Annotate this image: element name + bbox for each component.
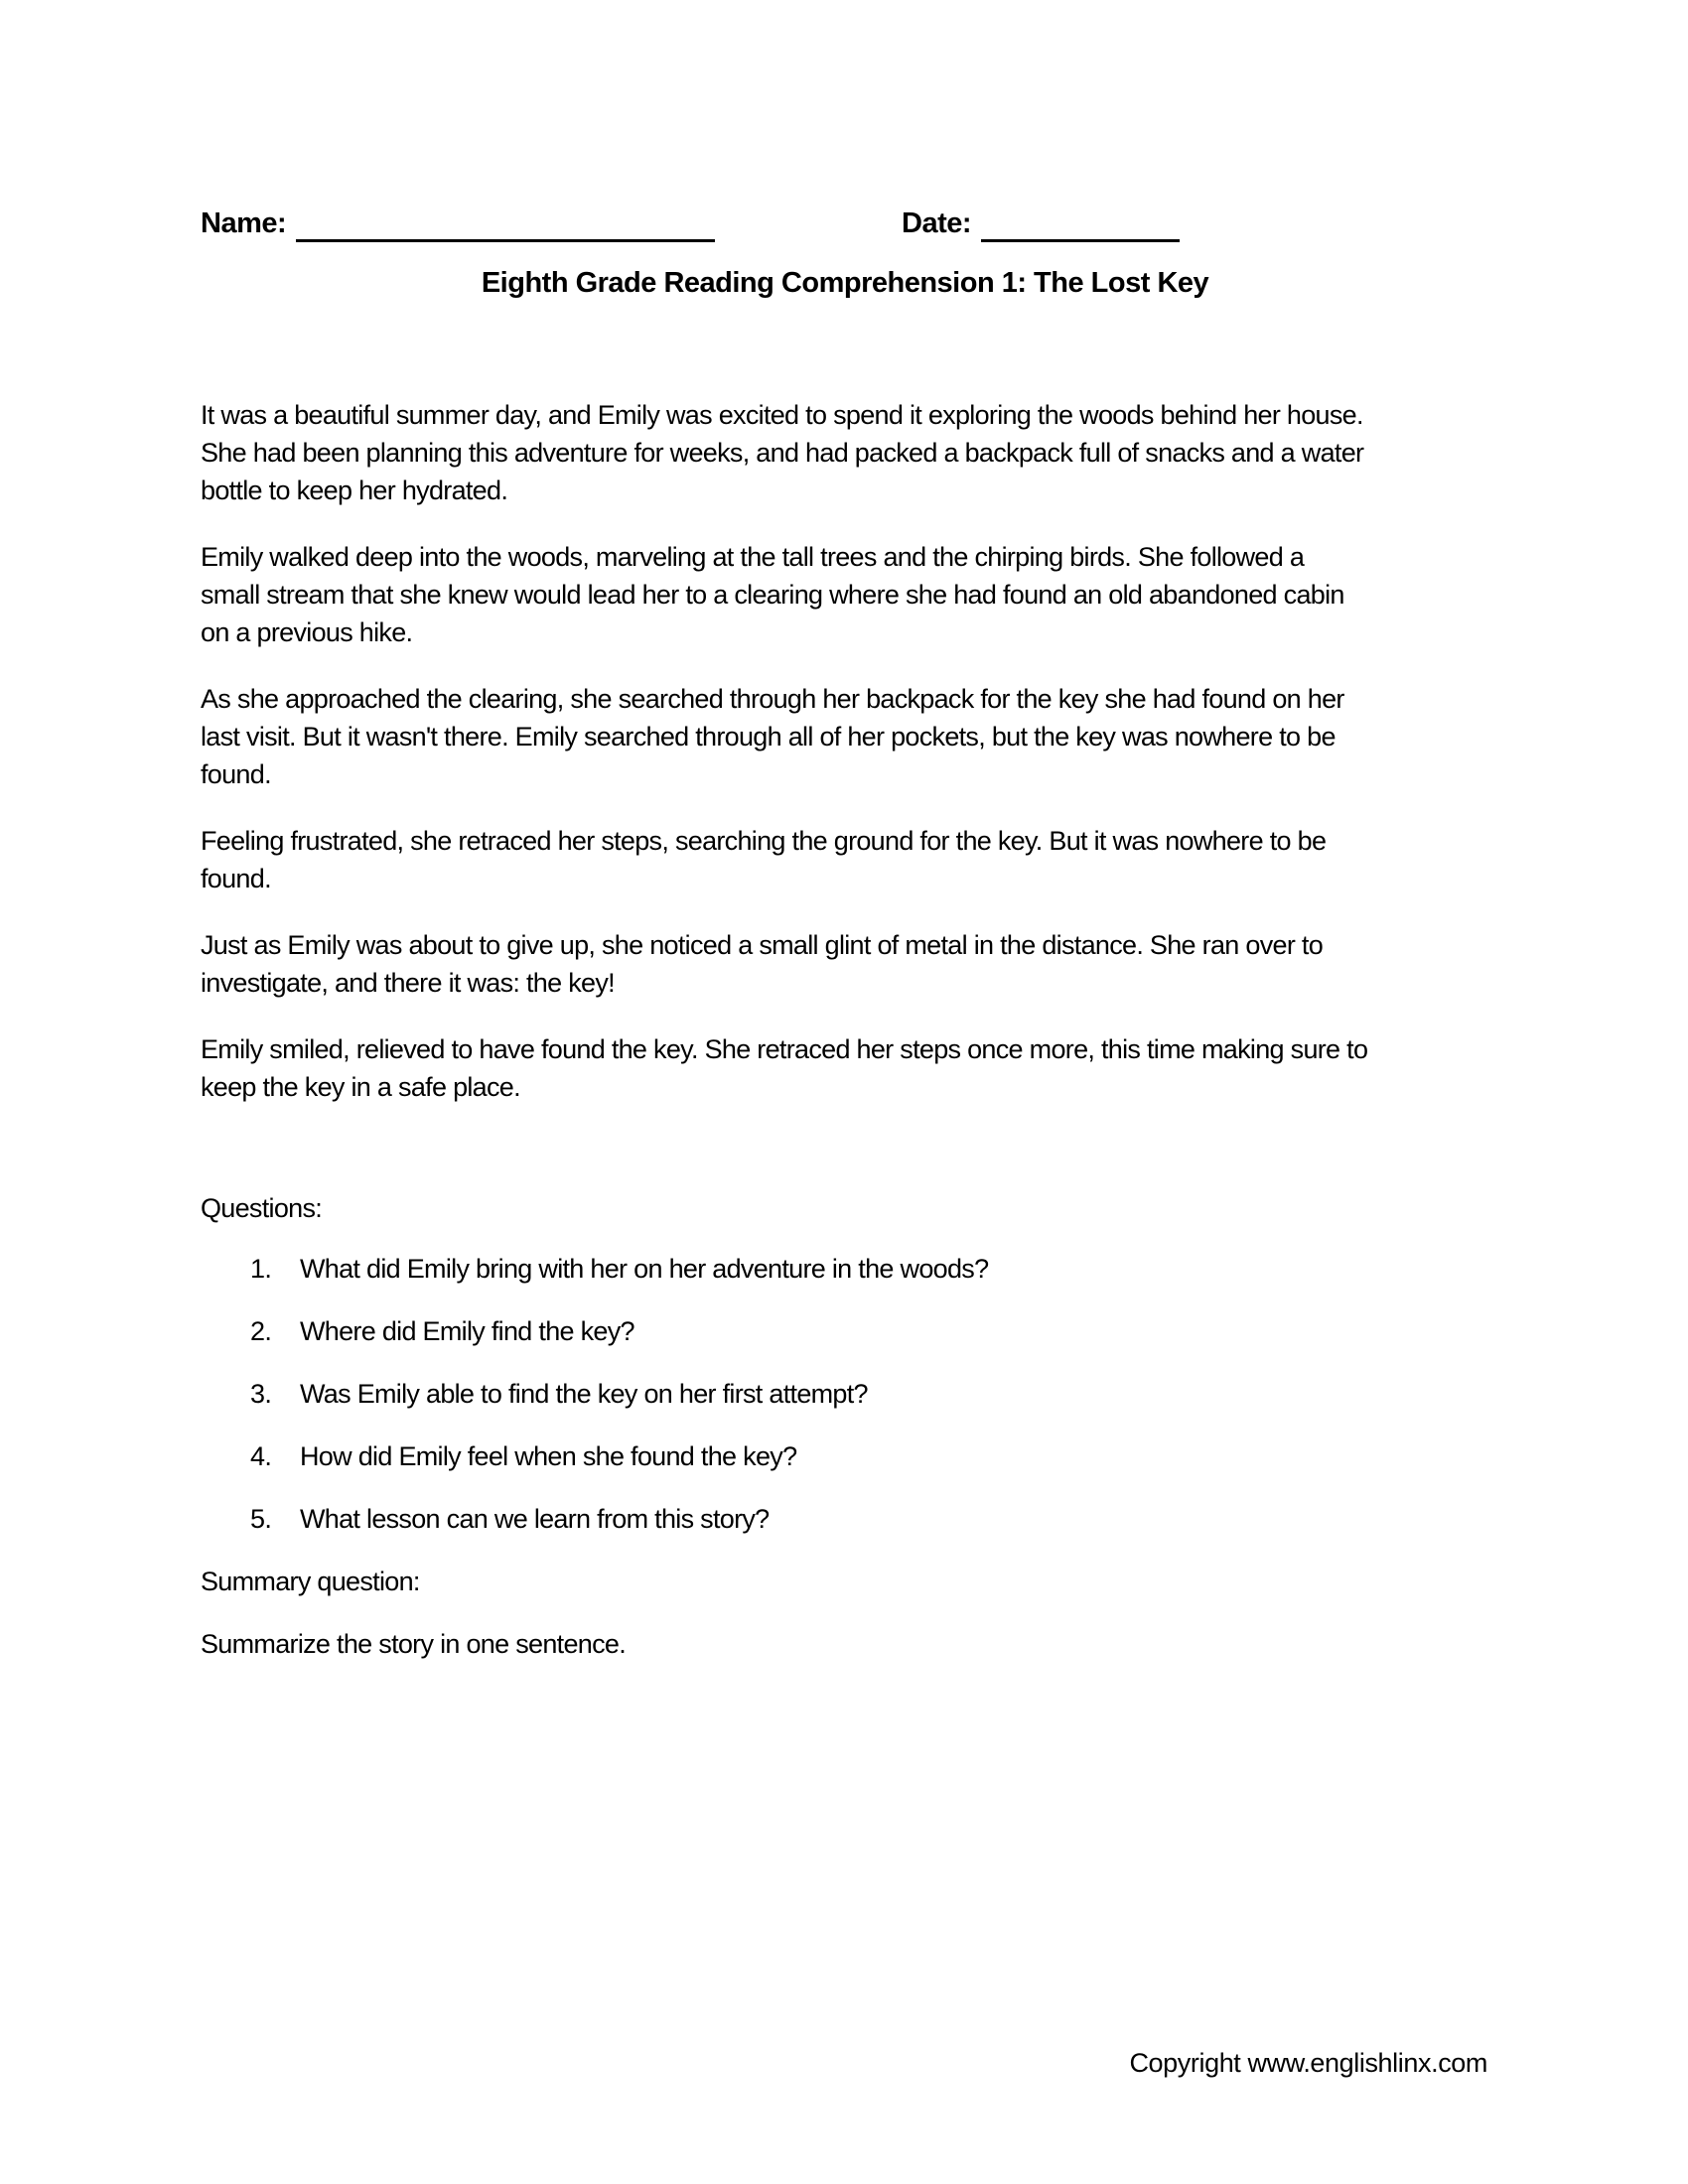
question-text: How did Emily feel when she found the key? [300,1441,797,1471]
name-blank-line [296,239,715,242]
question-item [201,1500,1536,1538]
question-number: 2. [250,1316,272,1346]
copyright-text: Copyright www.englishlinx.com [1129,2048,1487,2078]
questions-list [201,1250,1536,1563]
date-blank-line [981,239,1180,242]
summary-question-prompt: Summarize the story in one sentence. [201,1629,627,1659]
question-item [201,1250,1536,1288]
story-passage [201,396,1536,1135]
question-text: Where did Emily find the key? [300,1316,634,1346]
question-item [201,1312,1536,1350]
summary-question-heading: Summary question: [201,1567,420,1596]
question-number: 3. [250,1379,272,1409]
name-label: Name: [201,207,287,239]
question-item [201,1375,1536,1413]
questions-heading: Questions: [201,1193,323,1223]
story-paragraph: Emily walked deep into the woods, marveling at the tall trees and the chirping birds. She followed a small stream that she knew would lead her to a clearing where she had found an old abandoned cabin on a previous hike. [201,542,1344,647]
story-paragraph: Emily smiled, relieved to have found the key. She retraced her steps once more, this time making sure to keep the key in a safe place. [201,1034,1368,1102]
question-text: Was Emily able to find the key on her first attempt? [300,1379,868,1409]
question-number: 1. [250,1254,272,1284]
story-paragraph: Just as Emily was about to give up, she noticed a small glint of metal in the distance. She ran over to investigate, and there it was: the key! [201,930,1324,998]
question-number: 4. [250,1441,272,1471]
question-text: What did Emily bring with her on her adventure in the woods? [300,1254,989,1284]
story-paragraph: It was a beautiful summer day, and Emily was excited to spend it exploring the woods behind her house. She had been planning this adventure for weeks, and had packed a backpack full of snacks and a water bottle to keep her hydrated. [201,400,1364,505]
question-text: What lesson can we learn from this story? [300,1504,770,1534]
story-paragraph: As she approached the clearing, she searched through her backpack for the key she had found on her last visit. But it wasn't there. Emily searched through all of her pockets, but the key was nowhere to be found. [201,684,1344,789]
question-number: 5. [250,1504,272,1534]
date-label: Date: [902,207,972,239]
story-paragraph: Feeling frustrated, she retraced her steps, searching the ground for the key. But it was nowhere to be found. [201,826,1327,893]
worksheet-title: Eighth Grade Reading Comprehension 1: The Lost Key [481,267,1209,299]
question-item [201,1437,1536,1475]
